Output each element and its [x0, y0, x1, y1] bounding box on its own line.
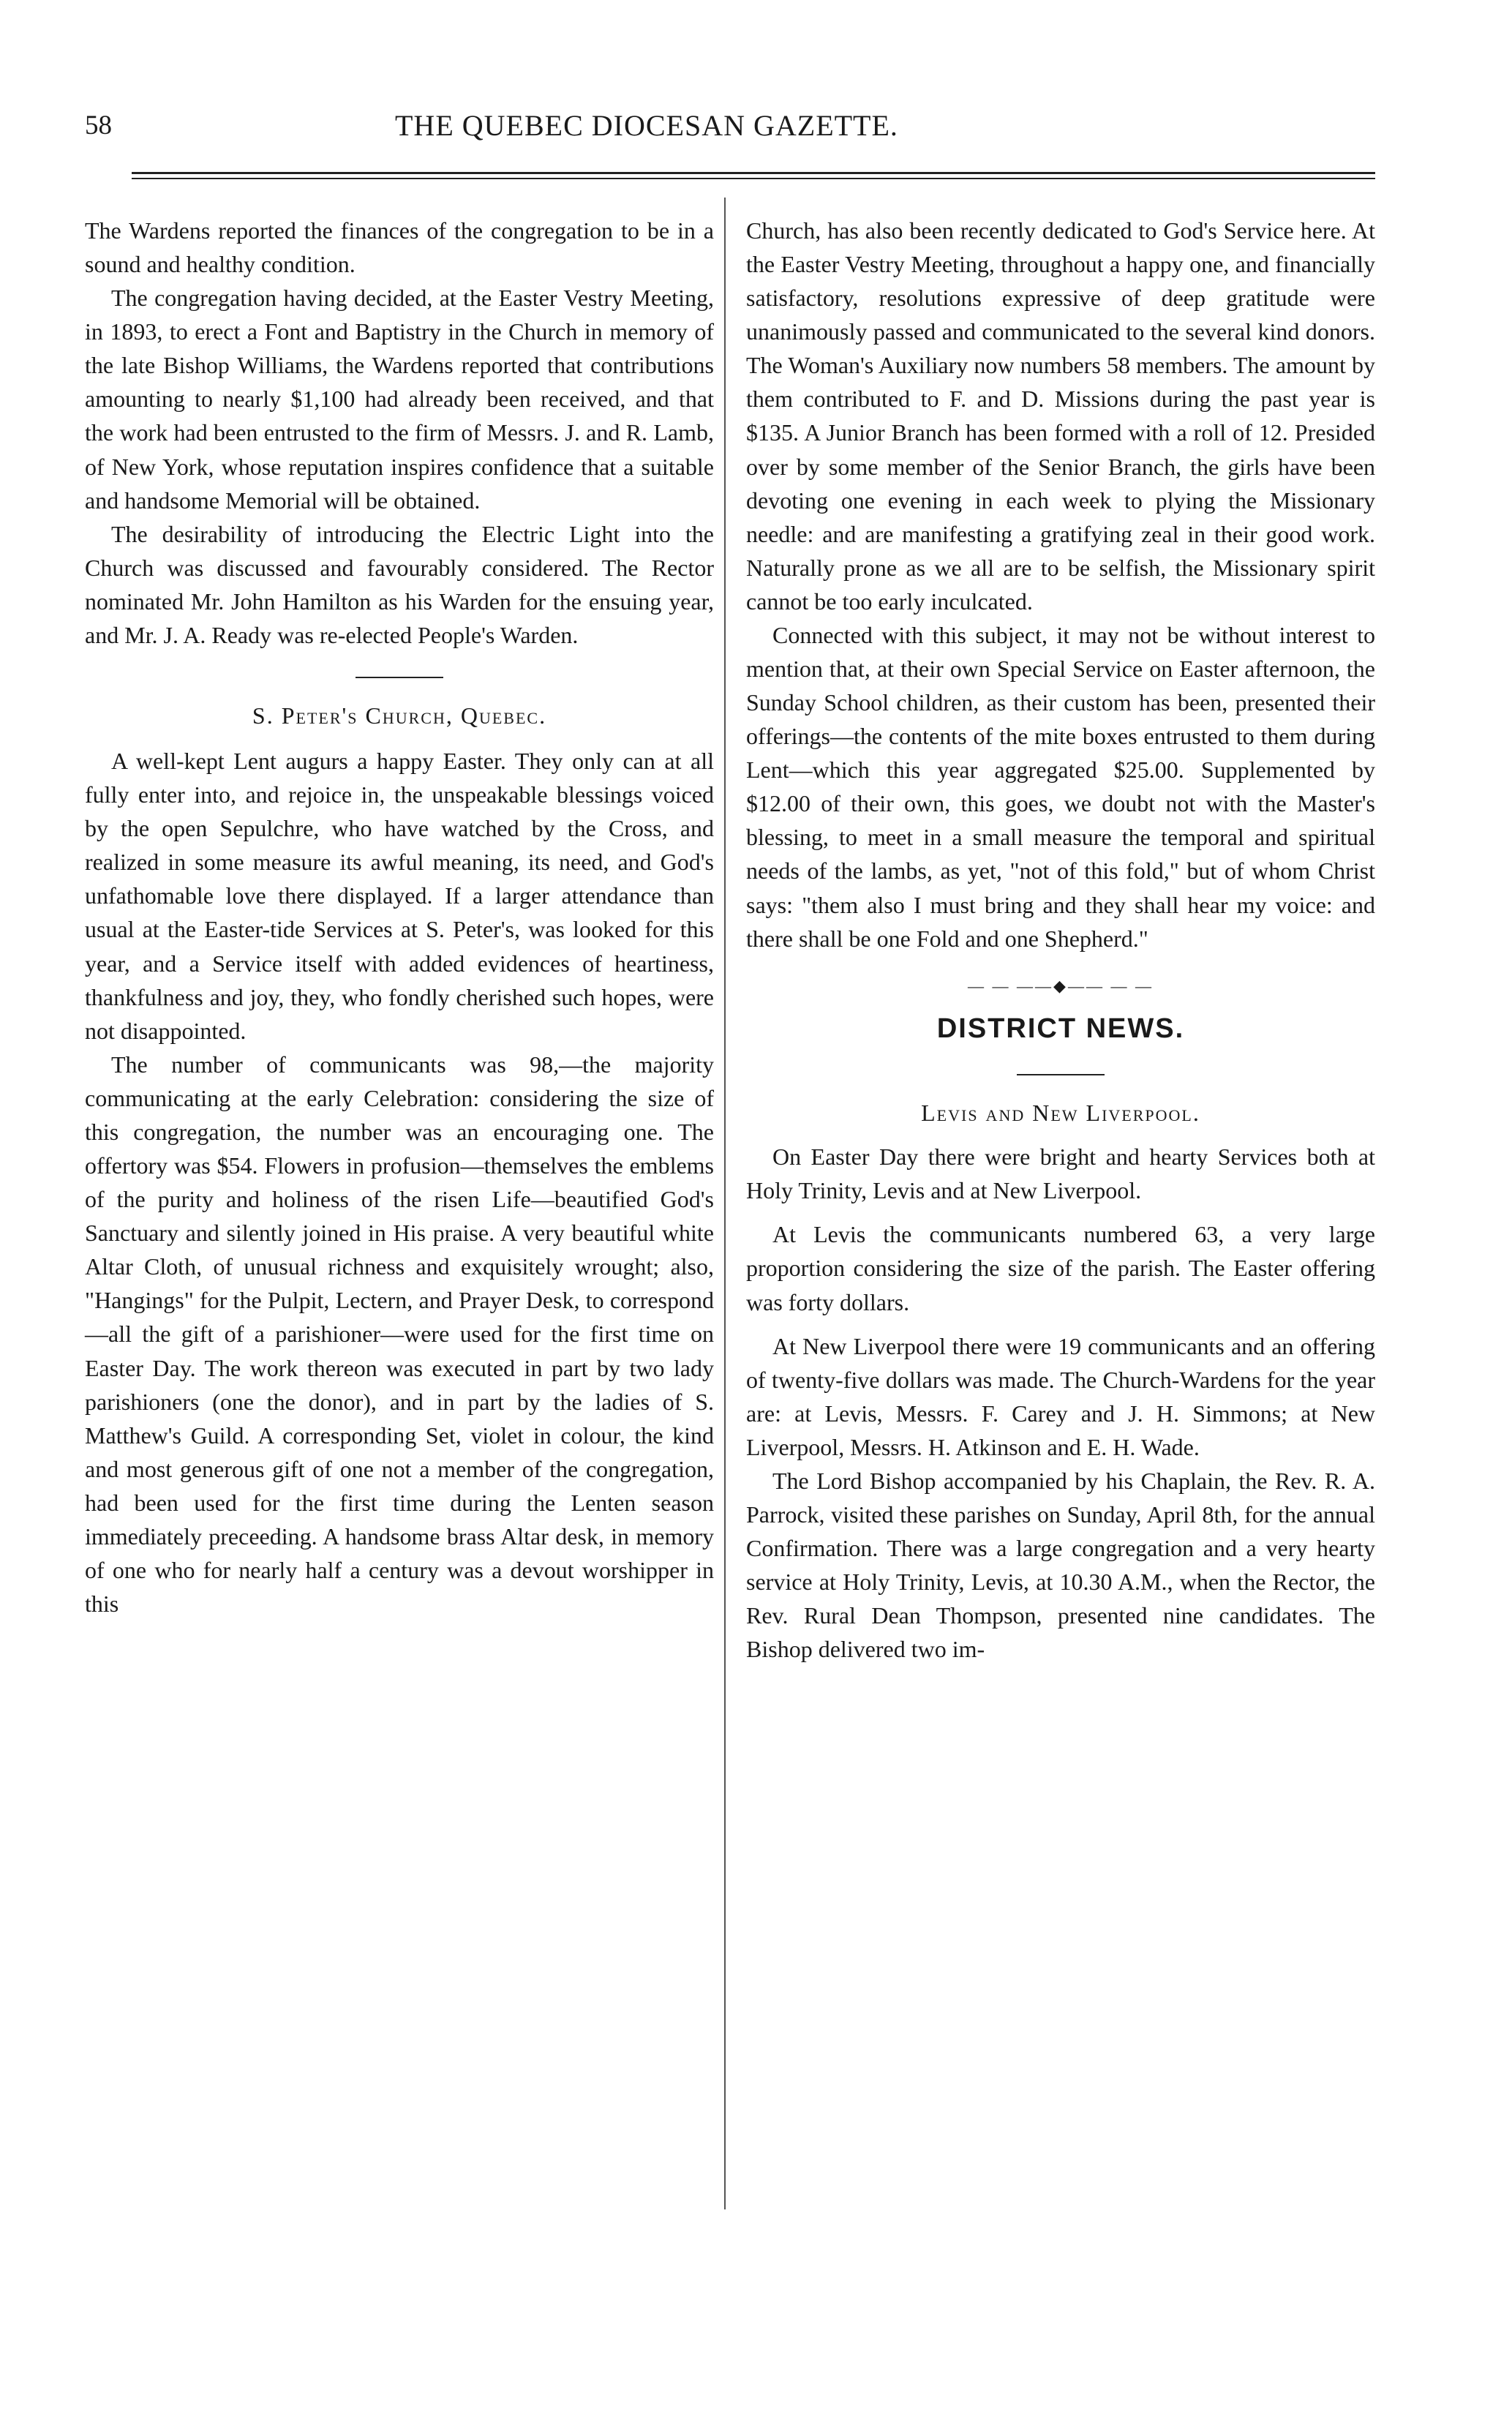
subheading-levis: Levis and New Liverpool.	[921, 1100, 1200, 1127]
paragraph: Connected with this subject, it may not be without interest to mention that, at their own Special Service on Easter afternoon, the Sunday School children, as their custom has been, presented their offerings—the contents of the mite boxes entrusted to them during Lent—which this year aggregated $25.00. Supplemented by $12.00 of their own, this goes, we doubt not with the Master's blessing, to meet in a small measure the temporal and spiritual needs of the lambs, as yet, "not of this fold," but of whom Christ says: "them also I must bring and they shall hear my voice: and there shall be one Fold and one Shepherd."	[746, 621, 1375, 952]
paragraph: On Easter Day there were bright and hearty Services both at Holy Trinity, Levis and at New Liverpool.	[746, 1143, 1375, 1204]
paragraph: The desirability of introducing the Electric Light into the Church was discussed and favourably considered. The Rector nominated Mr. John Hamilton as his Warden for the ensuing year, and Mr. J. A. Ready was re-elected People's Warden.	[85, 520, 714, 648]
section-rule	[356, 677, 443, 678]
paragraph: A well-kept Lent augurs a happy Easter. They only can at all fully enter into, and rejoice in, the unspeakable blessings voiced by the open Sepulchre, who have watched by the Cross, and realized in some measure its awful meaning, its need, and God's unfathomable love there displayed. If a larger attendance than usual at the Easter-tide Services at S. Peter's, was looked for this year, and a Service itself with added evidences of heartiness, thankfulness and joy, they, who fondly cherished such hopes, were not disappointed.	[85, 748, 714, 1044]
section-heading-district-news: DISTRICT NEWS.	[936, 1013, 1185, 1045]
section-heading-st-peters: S. Peter's Church, Quebec.	[252, 702, 547, 729]
right-column	[746, 214, 1375, 1666]
section-rule	[1017, 1074, 1105, 1075]
header-rule-thin	[132, 178, 1375, 179]
paragraph: The Lord Bishop accompanied by his Chaplain, the Rev. R. A. Parrock, visited these parishes on Sunday, April 8th, for the annual Confirmation. There was a large congregation and a very hearty service at Holy Trinity, Levis, at 10.30 A.M., when the Rector, the Rev. Rural Dean Thompson, presented nine candidates. The Bishop delivered two im-	[746, 1467, 1375, 1663]
spacer	[746, 1207, 1375, 1217]
ornamental-divider: — — ——◆—— — —	[968, 976, 1154, 995]
header-rule-thick	[132, 172, 1375, 174]
left-column	[85, 214, 714, 1620]
paragraph: At Levis the communicants numbered 63, a very large proportion considering the size of the parish. The Easter offering was forty dollars.	[746, 1221, 1375, 1315]
paragraph: The congregation having decided, at the Easter Vestry Meeting, in 1893, to erect a Font and Baptistry in the Church in memory of the late Bishop Williams, the Wardens reported that contributions amounting to nearly $1,100 had already been received, and that the work had been entrusted to the firm of Messrs. J. and R. Lamb, of New York, whose reputation inspires confidence that a suitable and handsome Memorial will be obtained.	[85, 285, 714, 514]
spacer	[746, 1319, 1375, 1329]
running-head: THE QUEBEC DIOCESAN GAZETTE.	[395, 109, 898, 142]
column-divider	[724, 198, 726, 2209]
paragraph: The Wardens reported the finances of the congregation to be in a sound and healthy condition.	[85, 217, 714, 278]
paragraph: Church, has also been recently dedicated to God's Service here. At the Easter Vestry Meeting, throughout a happy one, and financially satisfactory, resolutions expressive of deep gratitude were unanimously passed and communicated to the several kind donors. The Woman's Auxiliary now numbers 58 members. The amount by them contributed to F. and D. Missions during the past year is $135. A Junior Branch has been formed with a roll of 12. Presided over by some member of the Senior Branch, the girls have been devoting one evening in each week to plying the Missionary needle: and are manifesting a gratifying zeal in their good work. Naturally prone as we all are to be selfish, the Missionary spirit cannot be too early inculcated.	[746, 217, 1375, 615]
paragraph: The number of communicants was 98,—the majority communicating at the early Celebration: considering the size of this congregation, the number was an encouraging one. The offertory was $54. Flowers in profusion—themselves the emblems of the purity and holiness of the risen Life—beautified God's Sanctuary and silently joined in His praise. A very beautiful white Altar Cloth, of unusual richness and exquisitely wrought; also, "Hangings" for the Pulpit, Lectern, and Prayer Desk, to correspond—all the gift of a parishioner—were used for the first time on Easter Day. The work thereon was executed in part by two lady parishioners (one the donor), and in part by the ladies of S. Matthew's Guild. A corresponding Set, violet in colour, the kind and most generous gift of one not a member of the congregation, had been used for the first time during the Lenten season immediately preceeding. A handsome brass Altar desk, in memory of one who for nearly half a century was a devout worshipper in this	[85, 1051, 714, 1618]
paragraph: At New Liverpool there were 19 communicants and an offering of twenty-five dollars was made. The Church-Wardens for the year are: at Levis, Messrs. F. Carey and J. H. Simmons; at New Liverpool, Messrs. H. Atkinson and E. H. Wade.	[746, 1332, 1375, 1460]
page-number: 58	[85, 110, 112, 140]
